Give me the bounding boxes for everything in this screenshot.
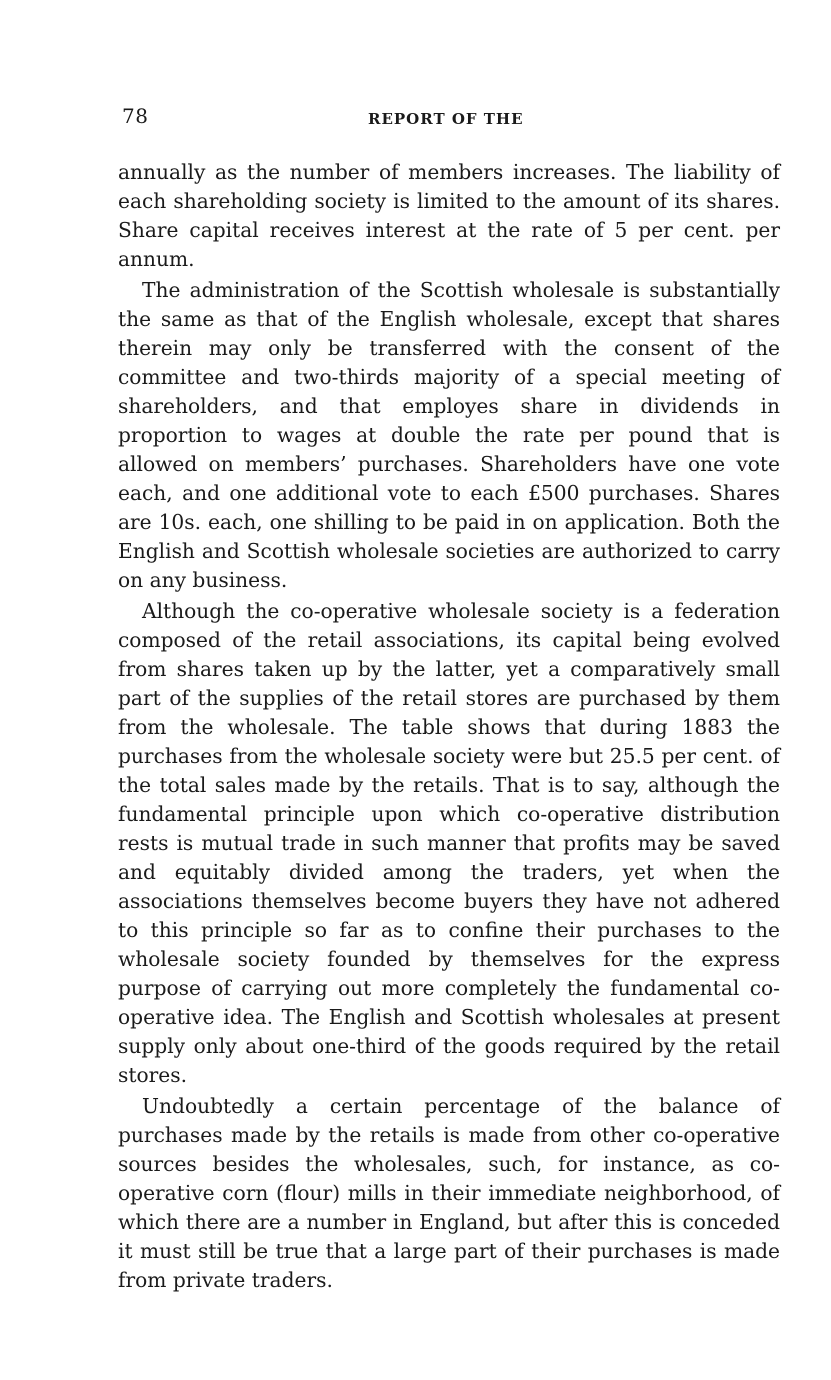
- body-text: [118, 158, 780, 1297]
- page-number: 78: [122, 104, 149, 128]
- running-head: REPORT OF THE: [368, 110, 524, 128]
- paragraph-wholesale-federation: Although the co-operative wholesale society is a federation composed of the retail associations, its capital being evolved from shares taken up by the latter, yet a comparatively small part of the supplies of the retail stores are purchased by them from the wholesale. The table shows that during 1883 the purchases from the wholesale society were but 25.5 per cent. of the total sales made by the retails. That is to say, although the fundamental principle upon which co-operative distribution rests is mutual trade in such manner that profits may be saved and equitably divided among the traders, yet when the associations themselves become buyers they have not adhered to this principle so far as to confine their purchases to the wholesale society founded by themselves for the express purpose of carrying out more completely the fundamental co-operative idea. The English and Scottish wholesales at present supply only about one-third of the goods required by the retail stores.: [118, 599, 780, 1087]
- page-header: [118, 104, 778, 134]
- paragraph-scottish-administration: The administration of the Scottish wholesale is substantially the same as that of the English wholesale, except that shares therein may only be transferred with the consent of the committee and two-thirds majority of a special meeting of shareholders, and that employes share in dividends in proportion to wages at double the rate per pound that is allowed on members’ purchases. Shareholders have one vote each, and one additional vote to each £500 purchases. Shares are 10s. each, one shilling to be paid in on application. Both the English and Scottish wholesale societies are authorized to carry on any business.: [118, 278, 780, 592]
- paragraph-continued: annually as the number of members increases. The liability of each shareholding society is limited to the amount of its shares. Share capital receives interest at the rate of 5 per cent. per annum.: [118, 160, 780, 271]
- paragraph-other-sources: Undoubtedly a certain percentage of the balance of purchases made by the retails is made from other co-operative sources besides the wholesales, such, for instance, as co-operative corn (flour) mills in their immediate neighborhood, of which there are a number in England, but after this is conceded it must still be true that a large part of their purchases is made from private traders.: [118, 1094, 780, 1292]
